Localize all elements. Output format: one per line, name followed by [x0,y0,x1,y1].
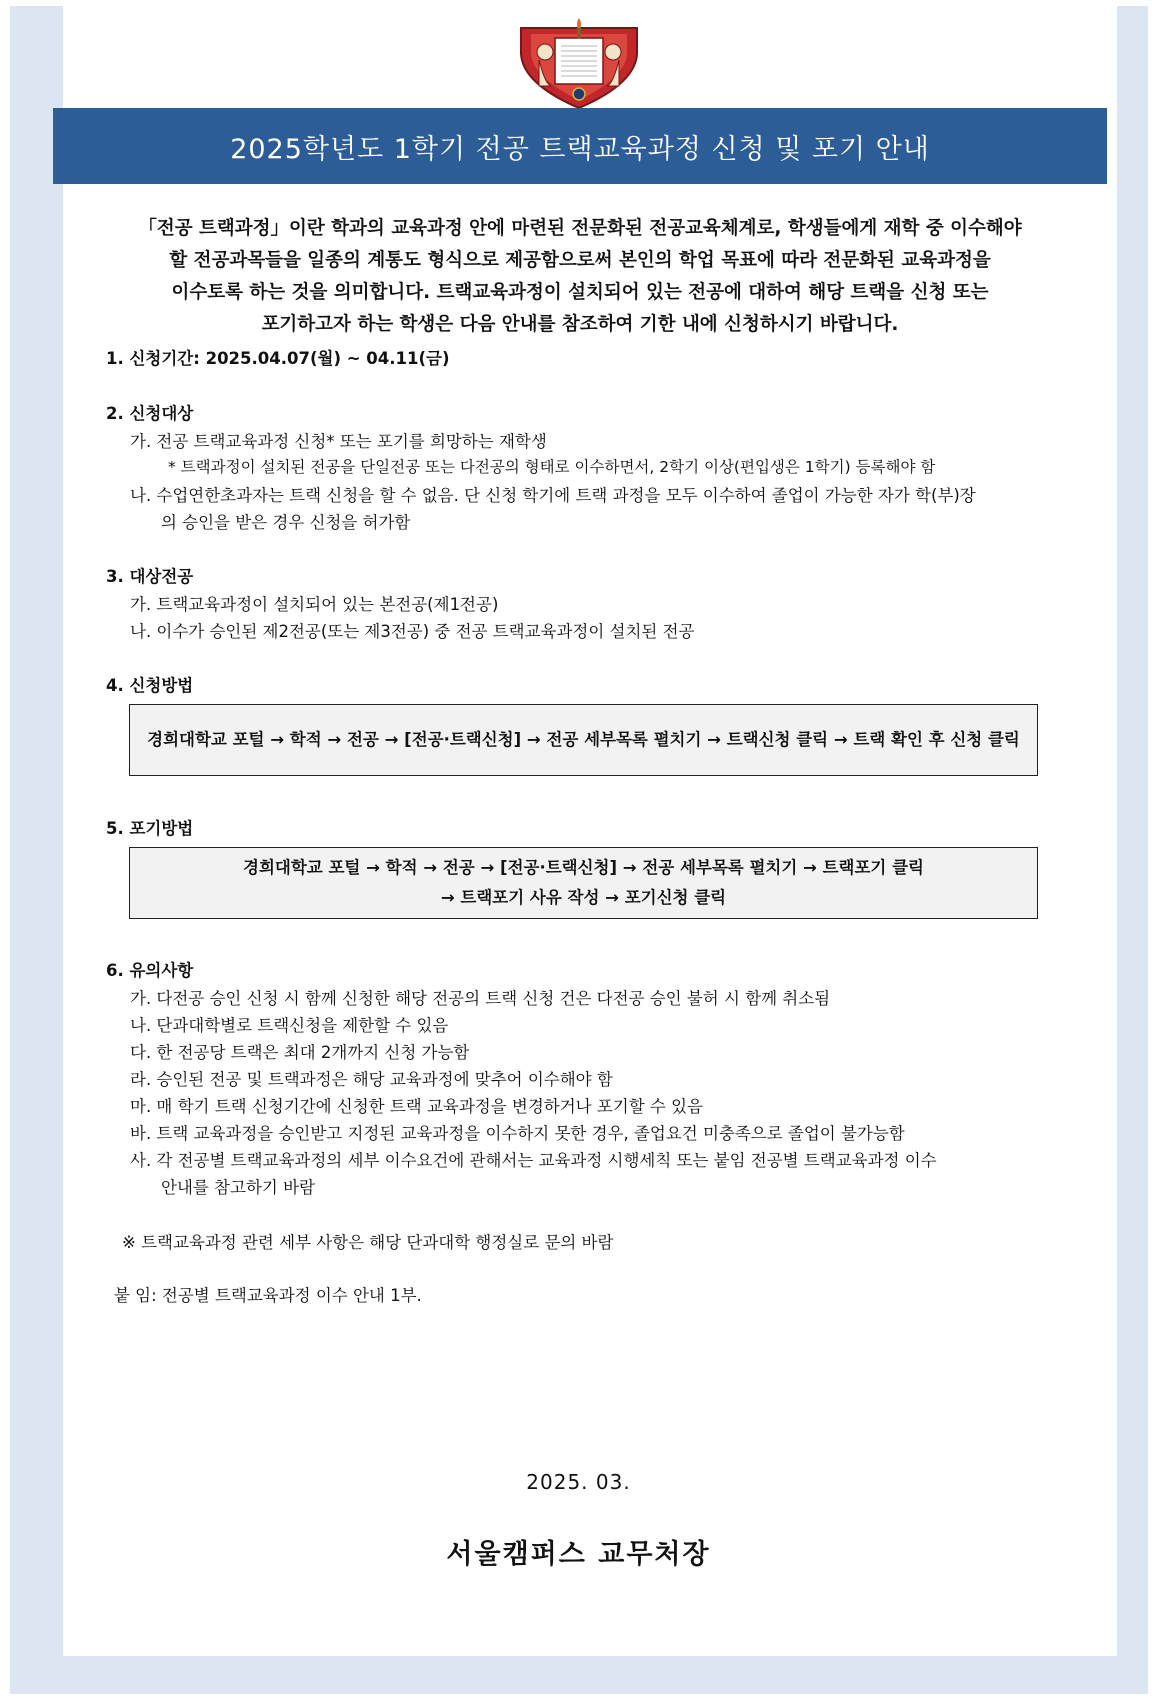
issuer-signature: 서울캠퍼스 교무처장 [446,1539,711,1570]
giveup-steps-line: → 트랙포기 사유 작성 → 포기신청 클릭 [440,888,727,907]
giveup-steps-line: 경희대학교 포털 → 학적 → 전공 → [전공·트랙신청] → 전공 세부목록 펼치기 → 트랙포기 클릭 [243,858,924,877]
intro-line: 할 전공과목들을 일종의 계통도 형식으로 제공함으로써 본인의 학업 목표에 따라 전문화된 교육과정을 [169,250,991,271]
list-item: 가. 전공 트랙교육과정 신청* 또는 포기를 희망하는 재학생 [130,432,547,451]
university-emblem-icon [507,14,651,110]
section-heading-apply: 4. 신청방법 [106,676,194,695]
intro-line: 포기하고자 하는 학생은 다음 안내를 참조하여 기한 내에 신청하시기 바랍니다. [261,314,899,335]
apply-steps: 경희대학교 포털 → 학적 → 전공 → [전공·트랙신청] → 전공 세부목록 펼치기 → 트랙신청 클릭 → 트랙 확인 후 신청 클릭 [147,730,1020,749]
list-item: 나. 이수가 승인된 제2전공(또는 제3전공) 중 전공 트랙교육과정이 설치된 전공 [130,622,695,641]
list-item: 나. 수업연한초과자는 트랙 신청을 할 수 없음. 단 신청 학기에 트랙 과정을 모두 이수하여 졸업이 가능한 자가 학(부)장 [130,486,976,505]
list-item: 마. 매 학기 트랙 신청기간에 신청한 트랙 교육과정을 변경하거나 포기할 수 있음 [130,1097,703,1116]
intro-line: 「전공 트랙과정」이란 학과의 교육과정 안에 마련된 전문화된 전공교육체계로, 학생들에게 재학 중 이수해야 [138,218,1022,239]
issue-date: 2025. 03. [526,1470,631,1494]
section-heading-major: 3. 대상전공 [106,567,194,586]
footnote: * 트랙과정이 설치된 전공을 단일전공 또는 다전공의 형태로 이수하면서, 2학기 이상(편입생은 1학기) 등록해야 함 [168,458,936,476]
intro-paragraph [100,213,1060,341]
list-item: 가. 트랙교육과정이 설치되어 있는 본전공(제1전공) [130,595,499,614]
list-item: 바. 트랙 교육과정을 승인받고 지정된 교육과정을 이수하지 못한 경우, 졸업요건 미충족으로 졸업이 불가능함 [130,1124,905,1143]
application-period: 1. 신청기간: 2025.04.07(월) ~ 04.11(금) [106,349,450,368]
list-item: 다. 한 전공당 트랙은 최대 2개까지 신청 가능함 [130,1043,470,1062]
attachment-note: 붙 임: 전공별 트랙교육과정 이수 안내 1부. [114,1286,422,1305]
list-item: 가. 다전공 승인 신청 시 함께 신청한 해당 전공의 트랙 신청 건은 다전공 승인 불허 시 함께 취소됨 [130,989,831,1008]
intro-line: 이수토록 하는 것을 의미합니다. 트랙교육과정이 설치되어 있는 전공에 대하여 해당 트랙을 신청 또는 [171,282,989,303]
inquiry-note: ※ 트랙교육과정 관련 세부 사항은 해당 단과대학 행정실로 문의 바람 [122,1233,614,1252]
list-item: 나. 단과대학별로 트랙신청을 제한할 수 있음 [130,1016,449,1035]
list-item: 사. 각 전공별 트랙교육과정의 세부 이수요건에 관해서는 교육과정 시행세칙 또는 붙임 전공별 트랙교육과정 이수 [130,1151,937,1170]
giveup-steps-box [129,847,1038,919]
list-item: 라. 승인된 전공 및 트랙과정은 해당 교육과정에 맞추어 이수해야 함 [130,1070,613,1089]
section-heading-notes: 6. 유의사항 [106,961,194,980]
list-item-continuation: 의 승인을 받은 경우 신청을 허가함 [161,513,411,532]
section-heading-target: 2. 신청대상 [106,404,194,423]
list-item-continuation: 안내를 참고하기 바람 [161,1178,315,1197]
section-heading-giveup: 5. 포기방법 [106,819,194,838]
page-title: 2025학년도 1학기 전공 트랙교육과정 신청 및 포기 안내 [53,108,1107,184]
apply-steps-box [129,704,1038,776]
